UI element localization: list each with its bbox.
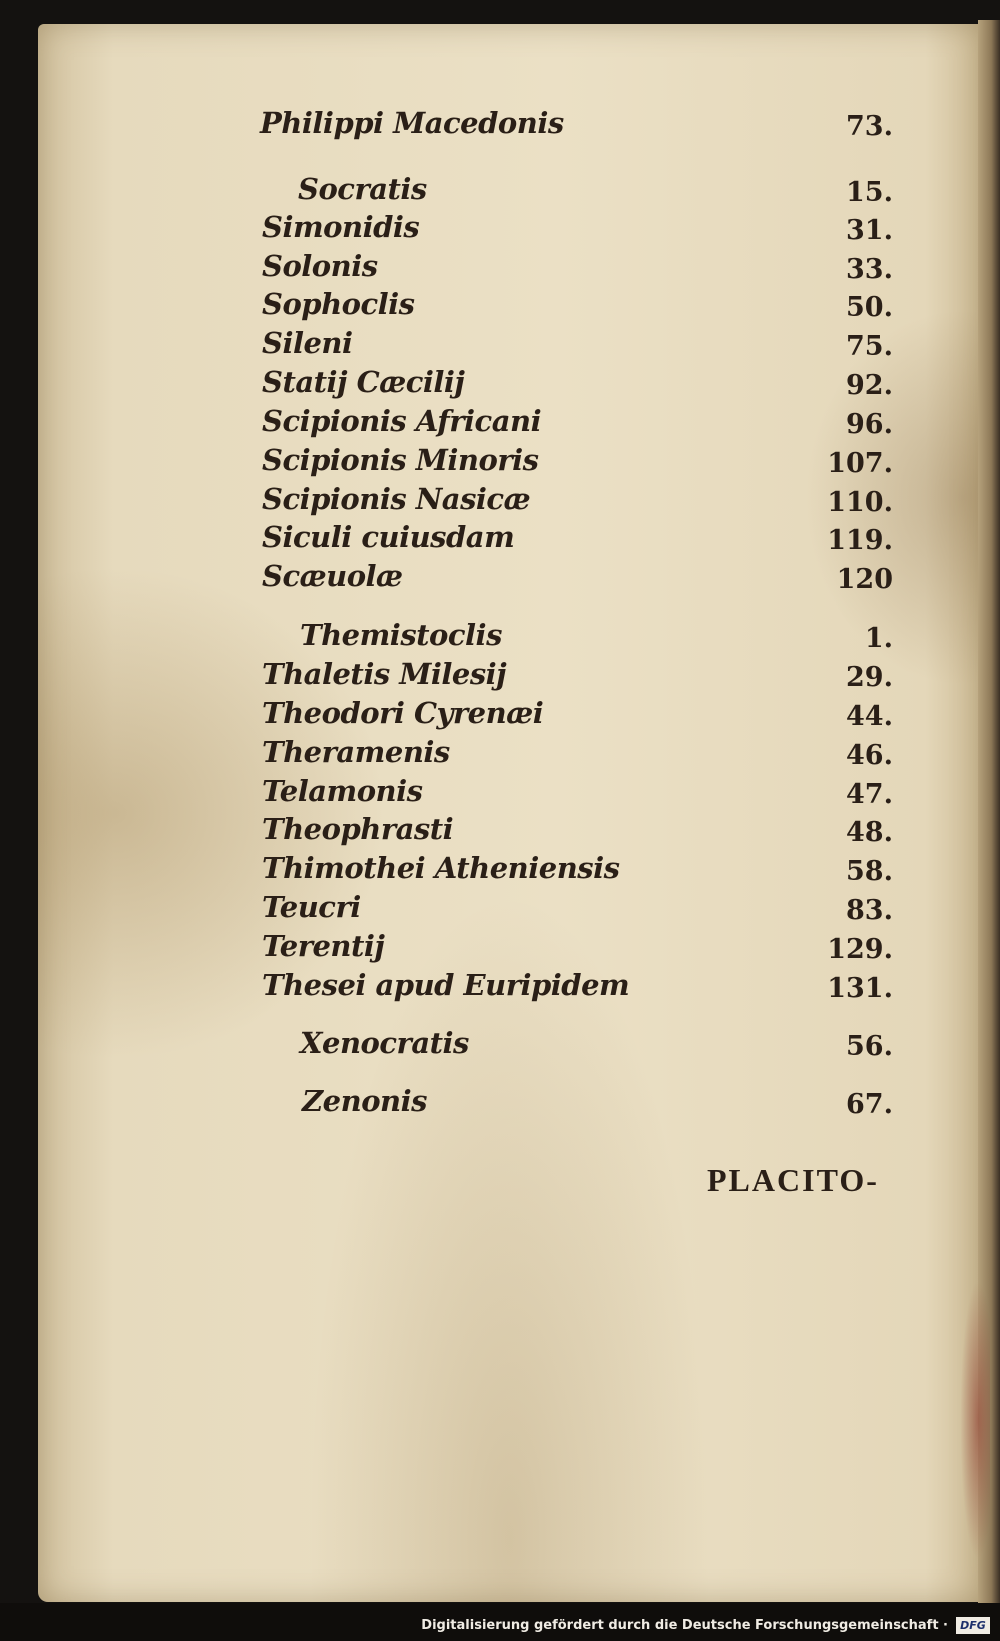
index-entry-name: Solonis: [262, 249, 378, 283]
index-entry-name: Scipionis Minoris: [262, 443, 539, 477]
index-entry-page: 33.: [846, 254, 893, 285]
index-entry-page: 120: [836, 564, 893, 595]
page-stain: [960, 1280, 990, 1560]
index-entry-page: 29.: [846, 662, 893, 693]
index-entry-page: 44.: [846, 701, 893, 732]
index-entry-name: Philippi Macedonis: [260, 106, 564, 140]
index-entry-name: Scæuolæ: [262, 559, 403, 593]
index-entry-page: 107.: [827, 448, 893, 479]
index-entry-name: Scipionis Africani: [262, 404, 542, 438]
index-entry-name: Thesei apud Euripidem: [262, 968, 630, 1002]
index-entry-page: 47.: [846, 779, 893, 810]
index-entry-page: 92.: [846, 370, 893, 401]
index-entry-page: 129.: [827, 934, 893, 965]
index-entry-page: 31.: [846, 215, 893, 246]
index-entry-name: Scipionis Nasicæ: [262, 482, 531, 516]
index-entry-page: 75.: [846, 331, 893, 362]
index-entry-name: Thaletis Milesij: [262, 657, 507, 691]
index-entry-page: 110.: [827, 487, 893, 518]
index-entry-name: Statij Cæcilij: [262, 365, 465, 399]
catchword: PLACITO-: [707, 1162, 879, 1198]
index-entry-page: 48.: [846, 817, 893, 848]
index-entry-page: 58.: [846, 856, 893, 887]
book-page: [38, 24, 982, 1602]
index-entry-name: Zenonis: [302, 1084, 427, 1118]
index-entry-page: 46.: [846, 740, 893, 771]
index-entry-name: Sophoclis: [262, 287, 415, 321]
index-entry-page: 131.: [827, 973, 893, 1004]
index-entry-name: Teucri: [262, 890, 361, 924]
index-entry-name: Xenocratis: [300, 1026, 469, 1060]
index-entry-page: 96.: [846, 409, 893, 440]
footer-bar: [0, 1603, 1000, 1641]
index-entry-name: Siculi cuiusdam: [262, 520, 515, 554]
index-entry-page: 1.: [864, 623, 893, 654]
index-entry-page: 50.: [846, 292, 893, 323]
index-entry-name: Terentij: [262, 929, 385, 963]
index-entry-page: 56.: [846, 1031, 893, 1062]
index-entry-name: Sileni: [262, 326, 353, 360]
index-entry-name: Theophrasti: [262, 812, 454, 846]
dfg-logo-icon: DFG: [956, 1617, 990, 1634]
index-entry-page: 73.: [846, 111, 893, 142]
digitization-credit: Digitalisierung gefördert durch die Deutsche Forschungsgemeinschaft ·: [421, 1618, 948, 1633]
index-entry-name: Socratis: [298, 172, 427, 206]
index-entry-name: Themistoclis: [300, 618, 502, 652]
index-entry-name: Telamonis: [262, 774, 423, 808]
index-entry-page: 119.: [827, 525, 893, 556]
index-entry-name: Simonidis: [262, 210, 420, 244]
index-entry-name: Theramenis: [262, 735, 450, 769]
index-entry-page: 83.: [846, 895, 893, 926]
index-entry-page: 15.: [846, 177, 893, 208]
index-entry-name: Thimothei Atheniensis: [262, 851, 620, 885]
index-entry-name: Theodori Cyrenæi: [262, 696, 544, 730]
index-entry-page: 67.: [846, 1089, 893, 1120]
